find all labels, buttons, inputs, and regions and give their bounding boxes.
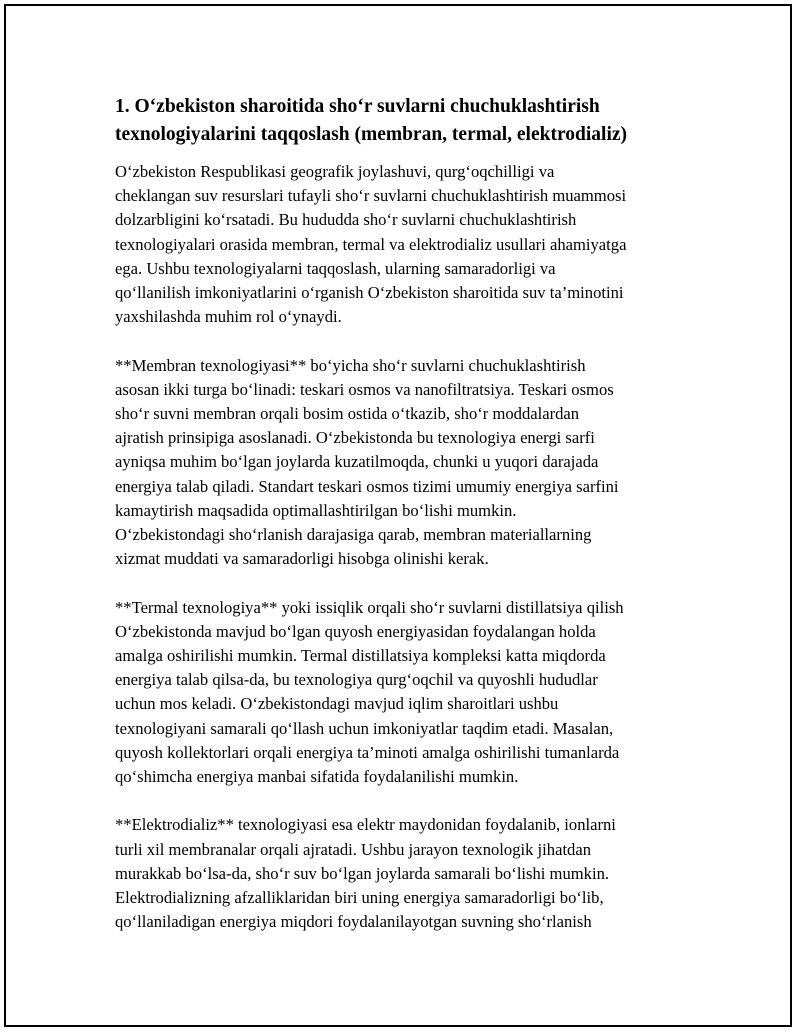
text-line: murakkab bo‘lsa-da, sho‘r suv bo‘lgan joylarda samarali bo‘lishi mumkin. (115, 863, 610, 883)
text-line: energiya talab qiladi. Standart teskari osmos tizimi umumiy energiya sarfini (115, 476, 619, 496)
text-line: qo‘llanilish imkoniyatlarini o‘rganish O‘zbekiston sharoitida suv ta’minotini (115, 283, 624, 303)
text-line: O‘zbekistondagi sho‘rlanish darajasiga qarab, membran materiallarning (115, 525, 592, 545)
text-line: yaxshilashda muhim rol o‘ynaydi. (115, 307, 342, 327)
text-line: qo‘llaniladigan energiya miqdori foydalanilayotgan suvning sho‘rlanish (115, 912, 592, 932)
heading-line: 1. O‘zbekiston sharoitida sho‘r suvlarni chuchuklashtirish (115, 96, 600, 117)
text-line: uchun mos keladi. O‘zbekistondagi mavjud iqlim sharoitlari ushbu (115, 694, 559, 714)
text-line: O‘zbekistonda mavjud bo‘lgan quyosh energiyasidan foydalangan holda (115, 621, 596, 641)
heading-line: texnologiyalarini taqqoslash (membran, termal, elektrodializ) (115, 124, 628, 145)
text-line: ajratish prinsipiga asoslanadi. O‘zbekistonda bu texnologiya energi sarfi (115, 428, 595, 448)
section-heading (115, 93, 700, 149)
text-line: qo‘shimcha energiya manbai sifatida foydalanilishi mumkin. (115, 767, 519, 787)
paragraph-membrane (115, 354, 700, 572)
text-line: ayniqsa muhim bo‘lgan joylarda kuzatilmoqda, chunki u yuqori darajada (115, 452, 599, 472)
text-line: texnologiyalari orasida membran, termal va elektrodializ usullari ahamiyatga (115, 234, 627, 254)
text-line: sho‘r suvni membran orqali bosim ostida o‘tkazib, sho‘r moddalardan (115, 404, 580, 424)
text-line: quyosh kollektorlari orqali energiya ta’minoti amalga oshirilishi tumanlarda (115, 742, 620, 762)
paragraph-intro (115, 160, 700, 329)
text-line: Elektrodializning afzalliklaridan biri uning energiya samaradorligi bo‘lib, (115, 888, 604, 908)
text-line: turli xil membranalar orqali ajratadi. Ushbu jarayon texnologik jihatdan (115, 839, 592, 859)
text-line: kamaytirish maqsadida optimallashtirilgan bo‘lishi mumkin. (115, 500, 517, 520)
text-line: O‘zbekiston Respublikasi geografik joylashuvi, qurg‘oqchilligi va (115, 162, 555, 181)
paragraph-thermal (115, 596, 700, 790)
text-line: **Termal texnologiya** yoki issiqlik orqali sho‘r suvlarni distillatsiya qilish (115, 597, 624, 617)
text-line: dolzarbligini ko‘rsatadi. Bu hududda sho‘r suvlarni chuchuklashtirish (115, 210, 577, 230)
document-body (115, 93, 700, 959)
text-line: ega. Ushbu texnologiyalarni taqqoslash, ularning samaradorligi va (115, 258, 556, 278)
text-line: energiya talab qilsa-da, bu texnologiya qurg‘oqchil va quyoshli hududlar (115, 670, 598, 690)
text-line: **Membran texnologiyasi** bo‘yicha sho‘r suvlarni chuchuklashtirish (115, 355, 586, 375)
text-line: texnologiyani samarali qo‘llash uchun imkoniyatlar taqdim etadi. Masalan, (115, 718, 614, 738)
text-line: asosan ikki turga bo‘linadi: teskari osmos va nanofiltratsiya. Teskari osmos (115, 379, 614, 399)
text-line: **Elektrodializ** texnologiyasi esa elektr maydonidan foydalanib, ionlarni (115, 815, 616, 835)
text-line: amalga oshirilishi mumkin. Termal distillatsiya kompleksi katta miqdorda (115, 646, 606, 666)
text-line: cheklangan suv resurslari tufayli sho‘r suvlarni chuchuklashtirish muammosi (115, 186, 627, 206)
paragraph-electrodialysis (115, 813, 700, 934)
text-line: xizmat muddati va samaradorligi hisobga olinishi kerak. (115, 549, 489, 569)
